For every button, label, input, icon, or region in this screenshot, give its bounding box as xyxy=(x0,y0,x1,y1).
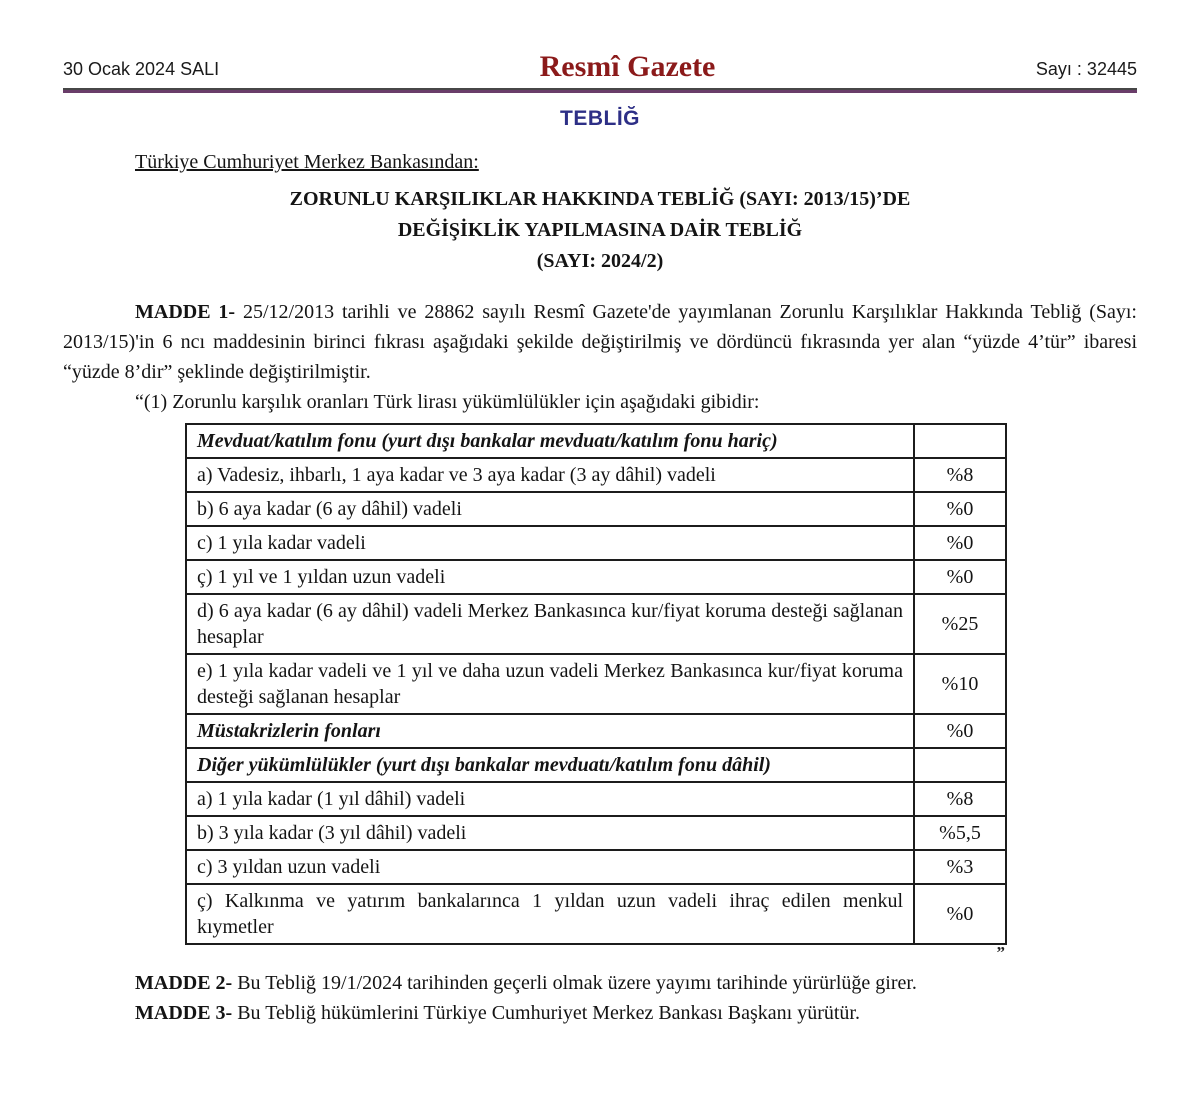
article-3-text: Bu Tebliğ hükümlerini Türkiye Cumhuriyet Merkez Bankası Başkanı yürütür. xyxy=(237,1002,860,1024)
table-row xyxy=(186,560,1006,594)
closing-articles xyxy=(63,968,1137,1028)
table-row xyxy=(186,424,1006,458)
doc-title-line-3: (SAYI: 2024/2) xyxy=(536,250,664,272)
ratio-value-cell: %8 xyxy=(914,458,1006,492)
liability-type-cell: Diğer yükümlülükler (yurt dışı bankalar mevduatı/katılım fonu dâhil) xyxy=(186,748,914,782)
gazette-issue-number: Sayı : 32445 xyxy=(1035,59,1137,79)
ratio-value-cell: %10 xyxy=(914,654,1006,714)
liability-type-cell: e) 1 yıla kadar vadeli ve 1 yıl ve daha uzun vadeli Merkez Bankasınca kur/fiyat koruma desteği sağlanan hesaplar xyxy=(186,654,914,714)
table-row xyxy=(186,748,1006,782)
article-1-text: 25/12/2013 tarihli ve 28862 sayılı Resmî Gazete'de yayımlanan Zorunlu Karşılıklar Hakkında Tebliğ (Sayı: 2013/15)'in 6 ncı maddesinin birinci fıkrası aşağıdaki şekilde değiştirilmiş ve dördüncü fıkrasında yer alan “yüzde 4’tür” ibaresi “yüzde 8’dir” şeklinde değiştirilmiştir. xyxy=(63,301,1137,383)
table-row xyxy=(186,850,1006,884)
article-1-paragraph xyxy=(63,297,1137,387)
liability-type-cell: b) 6 aya kadar (6 ay dâhil) vadeli xyxy=(186,492,914,526)
liability-type-cell: Mevduat/katılım fonu (yurt dışı bankalar mevduatı/katılım fonu hariç) xyxy=(186,424,914,458)
masthead xyxy=(63,50,1137,83)
liability-type-cell: c) 1 yıla kadar vadeli xyxy=(186,526,914,560)
article-3-paragraph xyxy=(63,998,1137,1028)
table-row xyxy=(186,714,1006,748)
table-row xyxy=(186,526,1006,560)
ratio-value-cell xyxy=(914,748,1006,782)
ratio-value-cell: %25 xyxy=(914,594,1006,654)
ratio-value-cell: %0 xyxy=(914,526,1006,560)
reserve-ratio-table-wrap xyxy=(185,423,1007,960)
article-3-label: MADDE 3- xyxy=(135,1002,233,1024)
gazette-date: 30 Ocak 2024 SALI xyxy=(63,59,220,79)
liability-type-cell: c) 3 yıldan uzun vadeli xyxy=(186,850,914,884)
reserve-table-body xyxy=(186,424,1006,944)
doc-title-line-2: DEĞİŞİKLİK YAPILMASINA DAİR TEBLİĞ xyxy=(397,219,803,241)
ratio-value-cell: %5,5 xyxy=(914,816,1006,850)
section-heading: TEBLİĞ xyxy=(560,107,640,130)
table-row xyxy=(186,594,1006,654)
liability-type-cell: a) 1 yıla kadar (1 yıl dâhil) vadeli xyxy=(186,782,914,816)
ratio-value-cell: %0 xyxy=(914,492,1006,526)
ratio-value-cell: %3 xyxy=(914,850,1006,884)
table-row xyxy=(186,884,1006,944)
closing-quote-mark: ” xyxy=(996,943,1005,962)
article-1-label: MADDE 1- xyxy=(135,301,236,323)
reserve-ratio-table xyxy=(185,423,1007,945)
liability-type-cell: ç) 1 yıl ve 1 yıldan uzun vadeli xyxy=(186,560,914,594)
table-row xyxy=(186,782,1006,816)
table-row xyxy=(186,654,1006,714)
doc-title-line-1: ZORUNLU KARŞILIKLAR HAKKINDA TEBLİĞ (SAYI: 2013/15)’DE xyxy=(289,188,911,210)
article-1-intro-line: “(1) Zorunlu karşılık oranları Türk lirası yükümlülükler için aşağıdaki gibidir: xyxy=(135,391,760,413)
liability-type-cell: a) Vadesiz, ihbarlı, 1 aya kadar ve 3 aya kadar (3 ay dâhil) vadeli xyxy=(186,458,914,492)
liability-type-cell: d) 6 aya kadar (6 ay dâhil) vadeli Merkez Bankasınca kur/fiyat koruma desteği sağlanan hesaplar xyxy=(186,594,914,654)
ratio-value-cell: %8 xyxy=(914,782,1006,816)
table-row xyxy=(186,458,1006,492)
table-row xyxy=(186,492,1006,526)
gazette-title: Resmî Gazete xyxy=(539,50,716,83)
article-2-text: Bu Tebliğ 19/1/2024 tarihinden geçerli olmak üzere yayımı tarihinde yürürlüğe girer. xyxy=(237,972,917,994)
masthead-divider xyxy=(63,88,1137,93)
ratio-value-cell: %0 xyxy=(914,884,1006,944)
ratio-value-cell: %0 xyxy=(914,714,1006,748)
liability-type-cell: b) 3 yıla kadar (3 yıl dâhil) vadeli xyxy=(186,816,914,850)
ratio-value-cell: %0 xyxy=(914,560,1006,594)
liability-type-cell: ç) Kalkınma ve yatırım bankalarınca 1 yıldan uzun vadeli ihraç edilen menkul kıymetler xyxy=(186,884,914,944)
liability-type-cell: Müstakrizlerin fonları xyxy=(186,714,914,748)
table-row xyxy=(186,816,1006,850)
issuer-line: Türkiye Cumhuriyet Merkez Bankasından: xyxy=(135,151,479,173)
article-2-paragraph xyxy=(63,968,1137,998)
article-2-label: MADDE 2- xyxy=(135,972,233,994)
ratio-value-cell xyxy=(914,424,1006,458)
